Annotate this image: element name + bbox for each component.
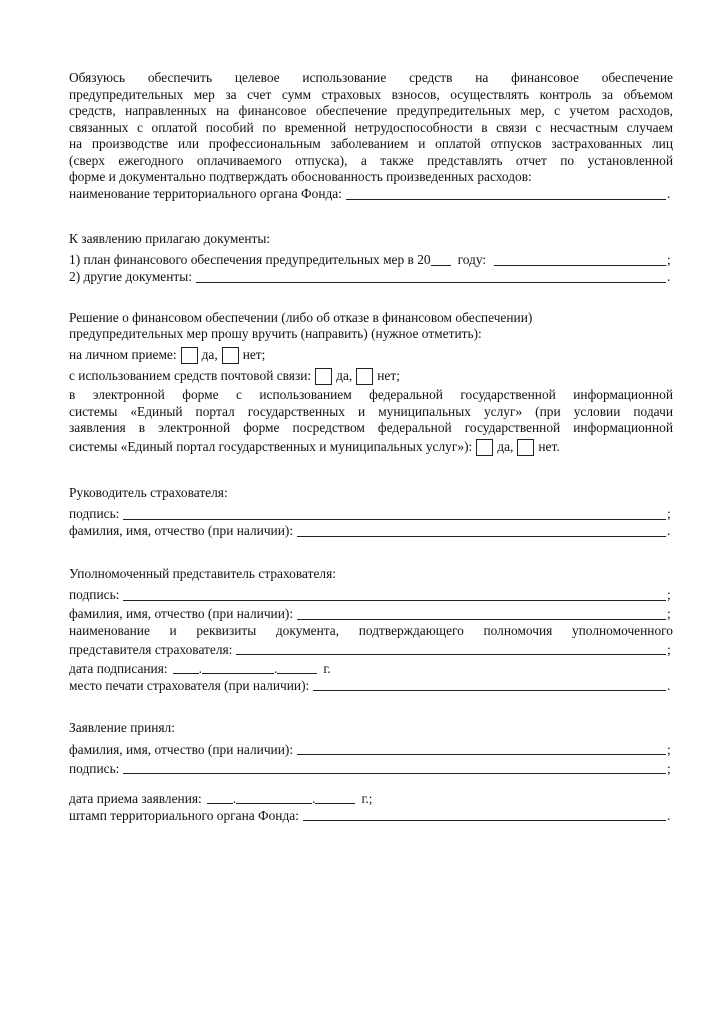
fund-name-label: наименование территориального органа Фонда: xyxy=(69,186,342,201)
electronic-label: системы «Единый портал государственных и муниципальных услуг»): xyxy=(69,439,473,455)
acc-date-row xyxy=(69,785,673,807)
rep-date-row xyxy=(69,658,673,677)
date-label: дата подписания: xyxy=(69,660,168,676)
date-year-suffix: г.; xyxy=(361,790,373,806)
rep-doc-label: представителя страхователя: xyxy=(69,641,233,657)
yes-label: да, xyxy=(201,347,218,363)
postal-row xyxy=(69,366,673,387)
row-end: ; xyxy=(667,506,671,521)
postal-no-checkbox[interactable] xyxy=(356,368,373,385)
row-end: ; xyxy=(667,587,671,602)
signature-label: подпись: xyxy=(69,587,120,602)
decision-section xyxy=(69,310,673,459)
rep-fio-row xyxy=(69,604,673,623)
head-section xyxy=(69,485,673,540)
head-signature-field[interactable] xyxy=(123,506,666,520)
date-sep: . xyxy=(232,790,237,806)
acc-signature-field[interactable] xyxy=(123,760,666,774)
rep-date-year-field[interactable] xyxy=(277,660,317,674)
date-sep: . xyxy=(312,790,316,806)
electronic-line: заявления в электронной форме посредством федеральной государственной информационной xyxy=(69,420,673,435)
row-end: . xyxy=(667,807,671,823)
rep-stamp-field[interactable] xyxy=(313,677,666,691)
in-person-label: на личном приеме: xyxy=(69,347,177,363)
attachment-other-end: . xyxy=(667,269,671,284)
form-content xyxy=(69,70,673,824)
representative-section xyxy=(69,566,673,695)
signature-label: подпись: xyxy=(69,760,120,776)
row-end: . xyxy=(667,523,671,538)
row-end: ; xyxy=(667,606,671,621)
rep-signature-row xyxy=(69,585,673,604)
rep-doc-row xyxy=(69,639,673,658)
rep-doc-field[interactable] xyxy=(236,641,666,655)
other-documents-field[interactable] xyxy=(196,269,666,283)
head-heading: Руководитель страхователя: xyxy=(69,484,228,500)
acc-signature-row xyxy=(69,758,673,777)
representative-heading: Уполномоченный представитель страхователя: xyxy=(69,565,336,581)
obligation-line: на производстве или профессиональным заболеванием и оплатой отпусков застрахованных лиц xyxy=(69,136,673,151)
obligation-line: форме и документально подтверждать обоснованность произведенных расходов: xyxy=(69,169,532,184)
decision-line: Решение о финансовом обеспечении (либо об отказе в финансовом обеспечении) xyxy=(69,309,533,325)
obligation-line: связанных с оплатой пособий по временной нетрудоспособности в связи с несчастным случаем xyxy=(69,119,673,135)
obligation-line: Обязуюсь обеспечить целевое использование средств на финансовое обеспечение xyxy=(69,70,673,85)
fund-name-field[interactable] xyxy=(346,186,666,200)
postal-label: с использованием средств почтовой связи: xyxy=(69,368,312,384)
acc-date-day-field[interactable] xyxy=(207,790,233,804)
row-end: . xyxy=(667,677,671,693)
electronic-row xyxy=(69,437,673,459)
in-person-no-checkbox[interactable] xyxy=(222,347,239,364)
attachment-other-row xyxy=(69,269,673,286)
row-end: ; xyxy=(667,760,671,776)
head-fio-row xyxy=(69,523,673,540)
obligation-line: средств, направленных на финансовое обеспечение предупредительных мер, с учетом расходов, xyxy=(69,103,673,118)
electronic-yes-checkbox[interactable] xyxy=(476,439,493,456)
signature-label: подпись: xyxy=(69,506,120,521)
decision-line: предупредительных мер прошу вручить (направить) (нужное отметить): xyxy=(69,326,482,341)
attachments-section xyxy=(69,231,673,286)
no-label: нет; xyxy=(377,368,400,384)
fio-label: фамилия, имя, отчество (при наличии): xyxy=(69,741,294,757)
acc-fio-row xyxy=(69,739,673,758)
acc-stamp-row xyxy=(69,807,673,824)
postal-yes-checkbox[interactable] xyxy=(315,368,332,385)
attachment-plan-label: 1) план финансового обеспечения предупредительных мер в 20 xyxy=(69,252,431,267)
obligation-line: (сверх ежегодного оплачиваемого отпуска), а также представлять отчет по установленной xyxy=(69,152,673,168)
stamp-label: место печати страхователя (при наличии): xyxy=(69,677,310,693)
fio-label: фамилия, имя, отчество (при наличии): xyxy=(69,606,294,621)
acc-date-month-field[interactable] xyxy=(236,790,312,804)
date-label: дата приема заявления: xyxy=(69,790,202,806)
obligation-paragraph xyxy=(69,70,673,203)
acc-fio-field[interactable] xyxy=(297,741,666,755)
date-sep: . xyxy=(273,660,278,676)
stamp-label: штамп территориального органа Фонда: xyxy=(69,807,299,823)
obligation-line: предупредительных мер за счет сумм страховых взносов, осуществлять контроль за объемом xyxy=(69,86,673,102)
row-end: ; xyxy=(667,741,671,757)
rep-fio-field[interactable] xyxy=(297,606,666,620)
electronic-no-checkbox[interactable] xyxy=(517,439,534,456)
yes-label: да, xyxy=(336,368,353,384)
rep-doc-line: наименование и реквизиты документа, подтверждающего полномочия уполномоченного xyxy=(69,622,673,638)
fund-name-row xyxy=(69,186,673,203)
accepted-section xyxy=(69,720,673,824)
yes-label: да, xyxy=(497,439,514,455)
acc-stamp-field[interactable] xyxy=(303,807,666,821)
date-sep: . xyxy=(198,660,202,676)
attachments-heading: К заявлению прилагаю документы: xyxy=(69,230,271,246)
rep-stamp-row xyxy=(69,677,673,694)
in-person-yes-checkbox[interactable] xyxy=(181,347,198,364)
attachment-plan-row xyxy=(69,250,673,269)
date-year-suffix: г. xyxy=(323,660,331,676)
rep-date-day-field[interactable] xyxy=(173,660,199,674)
row-end: ; xyxy=(667,641,671,657)
head-fio-field[interactable] xyxy=(297,523,666,537)
in-person-row xyxy=(69,345,673,366)
fund-name-end: . xyxy=(667,186,671,201)
head-signature-row xyxy=(69,504,673,523)
electronic-line: в электронной форме с использованием федеральной государственной информационной xyxy=(69,387,673,402)
rep-date-month-field[interactable] xyxy=(202,660,274,674)
acc-date-year-field[interactable] xyxy=(315,790,355,804)
no-label: нет. xyxy=(538,439,560,455)
plan-year-field[interactable] xyxy=(431,252,451,266)
attachment-plan-end: ; xyxy=(667,252,671,267)
attachment-other-label: 2) другие документы: xyxy=(69,269,192,284)
plan-field[interactable] xyxy=(494,252,666,266)
attachment-plan-suffix: году: xyxy=(457,252,487,267)
electronic-line: системы «Единый портал государственных и муниципальных услуг» (при условии подачи xyxy=(69,403,673,419)
accepted-heading: Заявление принял: xyxy=(69,720,175,735)
no-label: нет; xyxy=(242,347,266,363)
rep-signature-field[interactable] xyxy=(123,587,666,601)
fio-label: фамилия, имя, отчество (при наличии): xyxy=(69,523,294,538)
